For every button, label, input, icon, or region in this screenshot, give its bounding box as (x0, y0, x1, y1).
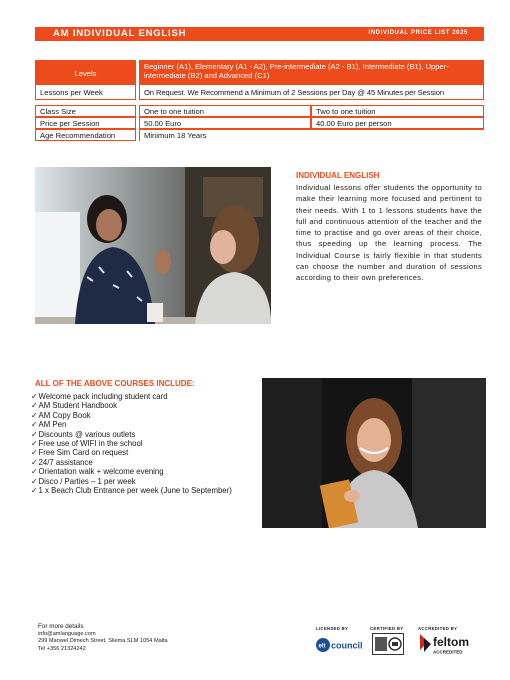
elt-council-logo (316, 635, 362, 655)
feltom-text: feltom (433, 635, 469, 649)
age-value: Minimum 18 Years (139, 129, 484, 141)
footer-address: 299 Manwel Dimech Street, Sliema SLM 1054 Malta (38, 638, 168, 644)
class-size-label: Class Size (35, 105, 136, 117)
class-size-two: Two to one tuition (311, 105, 484, 117)
footer-email[interactable]: info@amlanguage.com (38, 630, 96, 637)
table-row-lessons (35, 84, 484, 100)
list-item: ✓ AM Student Handbook (31, 401, 236, 410)
certification-logo (372, 633, 404, 655)
footer-heading: For more details (38, 623, 84, 630)
list-item: ✓ Welcome pack including student card (31, 392, 236, 401)
elt-council-text: council (331, 640, 362, 651)
list-item: ✓ Orientation walk + welcome evening (31, 467, 236, 476)
table-row-price (35, 117, 484, 129)
list-item: ✓ Disco / Parties – 1 per week (31, 477, 236, 486)
accredited-by-label: ACCREDITED BY (418, 626, 458, 631)
price-one: 50.00 Euro (139, 117, 311, 129)
individual-english-heading: INDIVIDUAL ENGLISH (296, 171, 380, 180)
licensed-by-label: LICENSED BY (316, 626, 349, 631)
photo-women-meeting-image (35, 167, 271, 324)
levels-value: Beginner (A1), Elementary (A1 - A2), Pre-intermediate (A2 - B1), Intermediate (B1), Upper-intermediate (B2) and Advanced (C1) (139, 60, 484, 84)
list-item: ✓ AM Pen (31, 420, 236, 429)
price-label: Price per Session (35, 117, 136, 129)
elt-prefix: elt (318, 643, 326, 650)
photo-smiling-student-image (262, 378, 486, 528)
list-item: ✓ Discounts @ various outlets (31, 430, 236, 439)
table-row-levels (35, 60, 484, 84)
header-bar (35, 27, 484, 41)
includes-list (31, 392, 236, 495)
elt-council-icon (316, 635, 362, 655)
certification-icon (372, 633, 404, 655)
list-item: ✓ 24/7 assistance (31, 458, 236, 467)
list-item: ✓ AM Copy Book (31, 411, 236, 420)
lessons-label: Lessons per Week (35, 84, 136, 100)
photo-women-meeting (35, 167, 271, 324)
table-row-class-size (35, 105, 484, 117)
document-title: AM INDIVIDUAL ENGLISH (53, 28, 187, 39)
class-size-one: One to one tuition (139, 105, 311, 117)
feltom-accredited-text: ACCREDITED (433, 649, 463, 655)
includes-heading: ALL OF THE ABOVE COURSES INCLUDE: (35, 379, 195, 388)
feltom-logo (418, 632, 478, 656)
lessons-value: On Request. We Recommend a Minimum of 2 Sessions per Day @ 45 Minutes per Session (139, 84, 484, 100)
individual-english-description: Individual lessons offer students the opportunity to make their learning more focused and pertinent to their needs. With 1 to 1 lessons students have the full and continuous attention of the teacher and the time to practise and go over areas of their choice, thus speeding up the learning process. The Individual Course is fairly flexible in that students can choose the number and duration of sessions according to their own preferences. (296, 183, 482, 283)
age-label: Age Recommendation (35, 129, 136, 141)
list-item: ✓ Free Sim Card on request (31, 448, 236, 457)
certified-by-label: CERTIFIED BY (370, 626, 404, 631)
footer-contact (38, 623, 168, 653)
footer-tel: Tel +356 21324242 (38, 645, 86, 652)
photo-smiling-student (262, 378, 486, 528)
levels-label: Levels (35, 60, 136, 84)
list-item: ✓ Free use of WIFI in the school (31, 439, 236, 448)
table-row-age (35, 129, 484, 141)
price-list-label: INDIVIDUAL PRICE LIST 2025 (368, 30, 468, 36)
price-two: 40.00 Euro per person (311, 117, 484, 129)
feltom-icon (418, 632, 478, 656)
list-item: ✓ 1 x Beach Club Entrance per week (June to September) (31, 486, 236, 495)
